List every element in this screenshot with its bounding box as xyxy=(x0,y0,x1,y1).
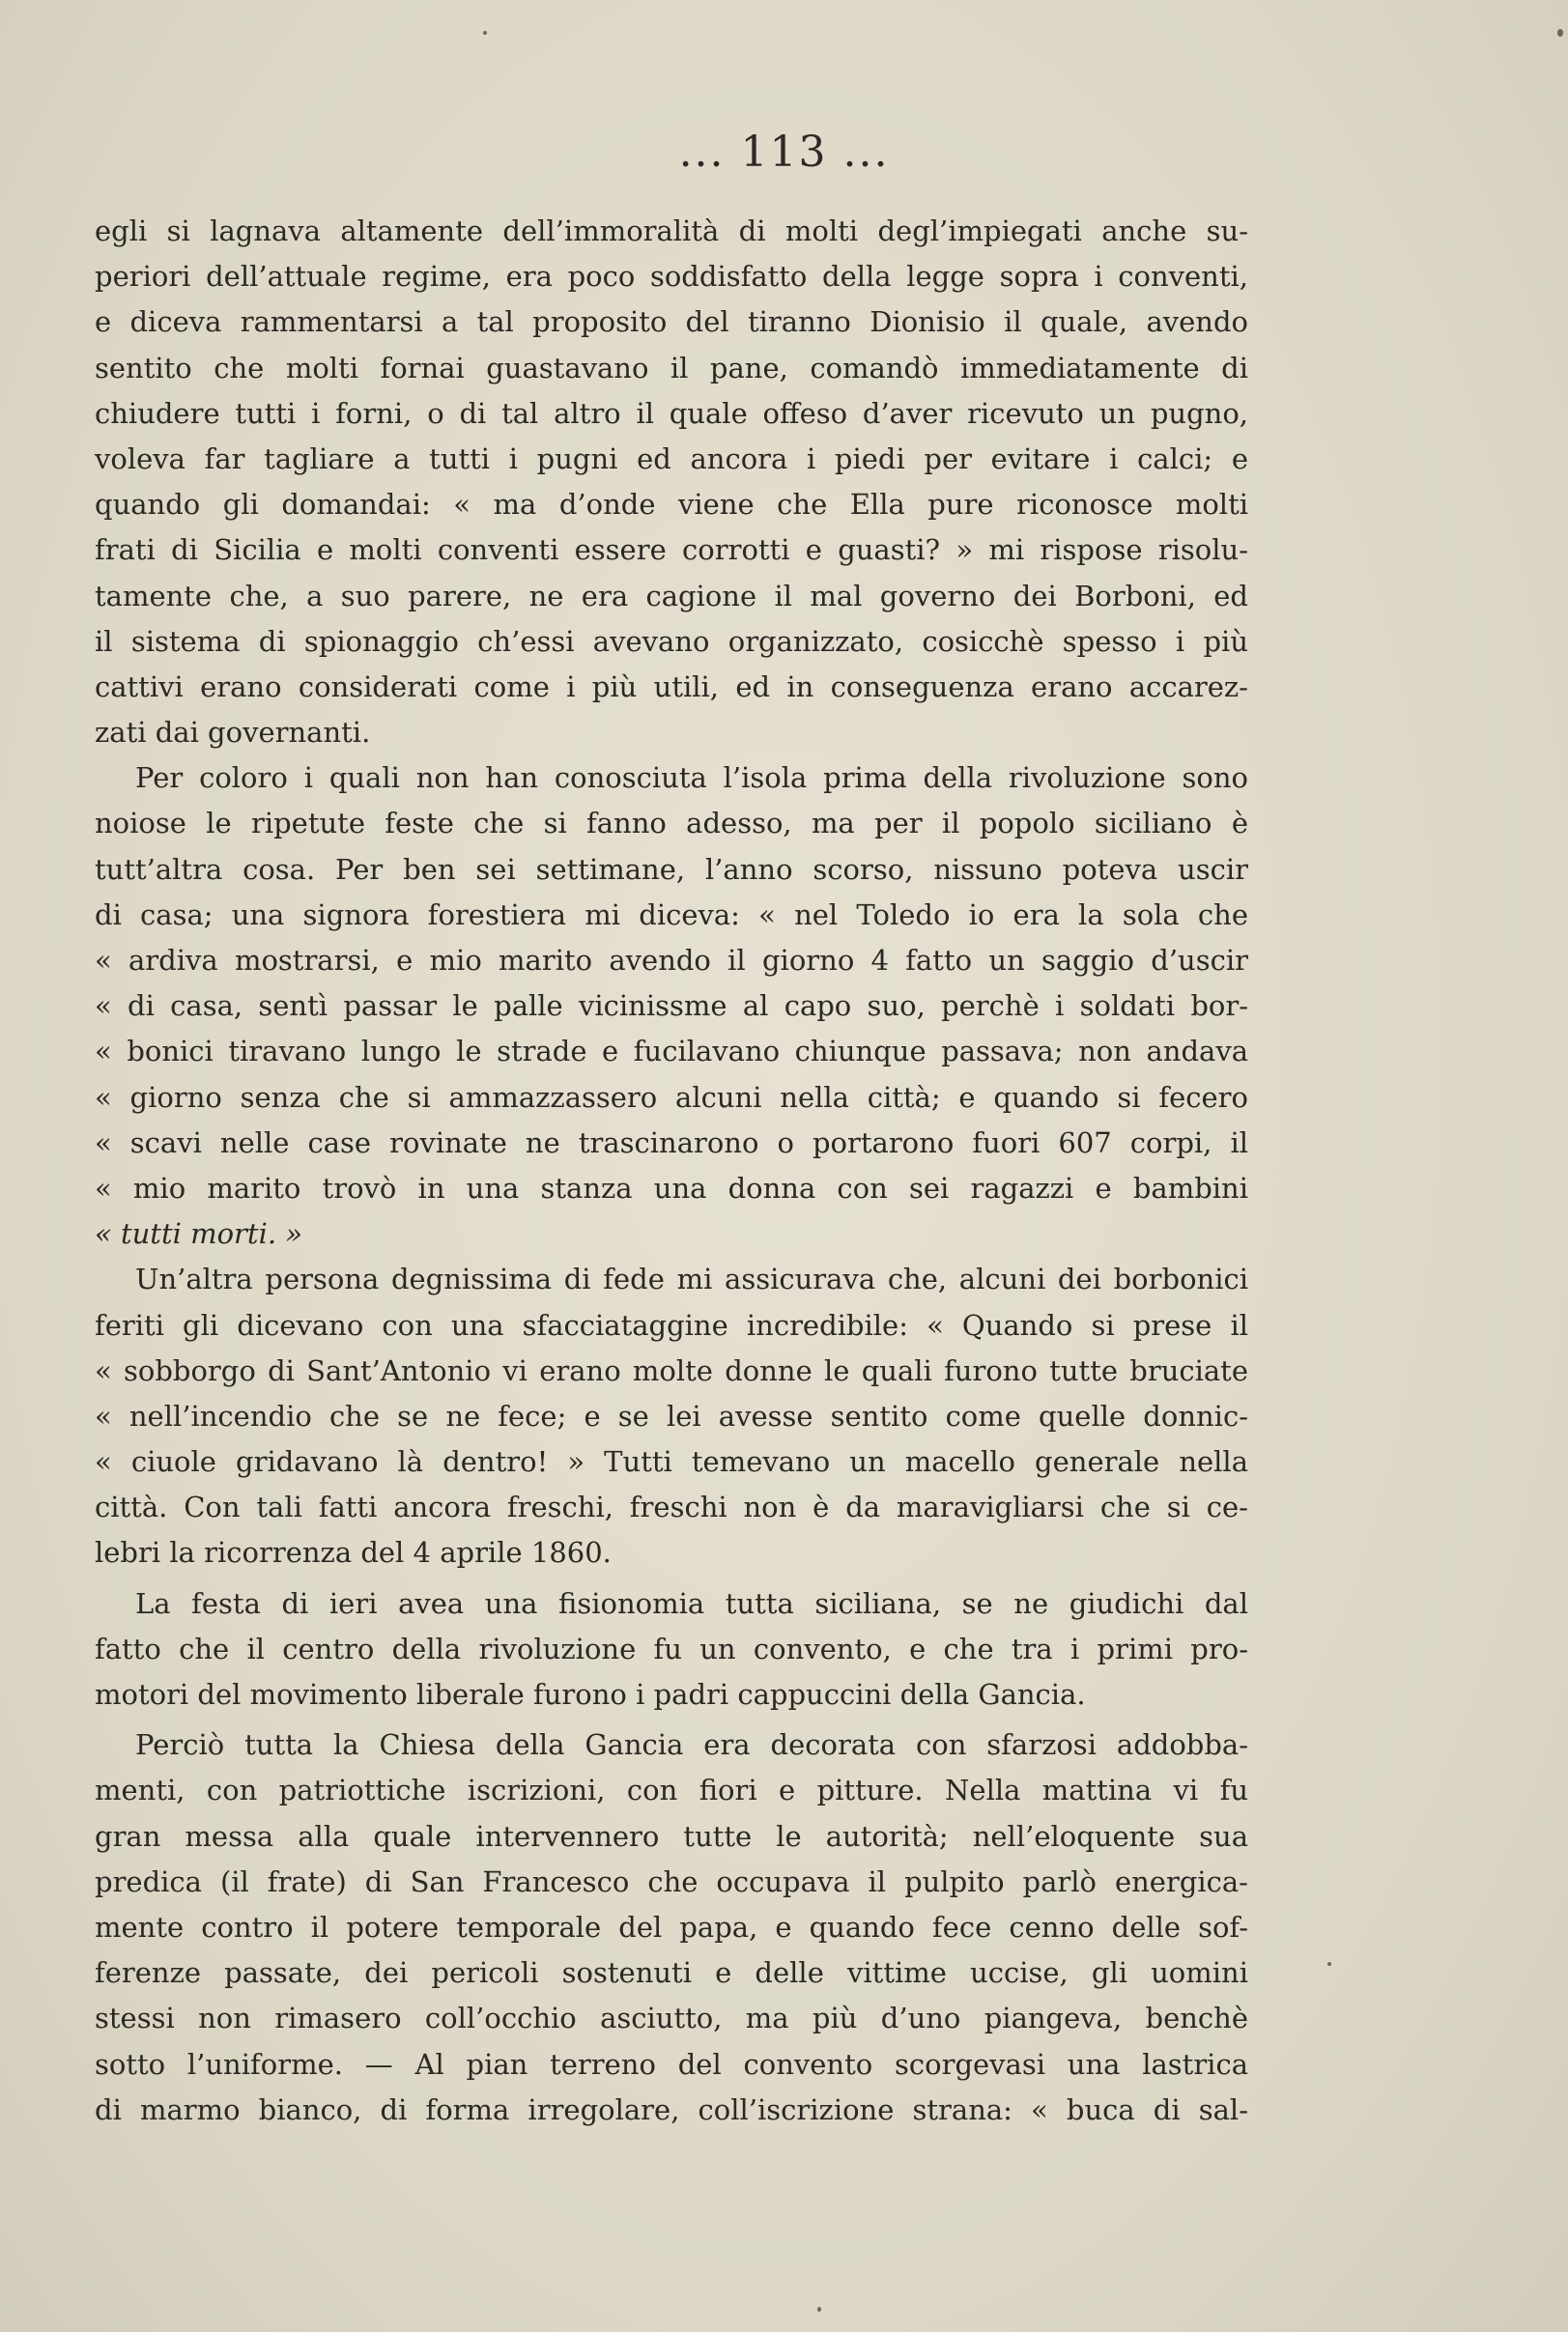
text-line: periori dell’attuale regime, era poco soddisfatto della legge sopra i conventi, xyxy=(95,260,1248,294)
text-line: ferenze passate, dei pericoli sostenuti e delle vittime uccise, gli uomini xyxy=(95,1956,1248,1990)
text-line: motori del movimento liberale furono i padri cappuccini della Gancia. xyxy=(95,1678,1086,1711)
text-line: tamente che, a suo parere, ne era cagione il mal governo dei Borboni, ed xyxy=(95,579,1248,612)
italic-text: « tutti morti. » xyxy=(95,1217,303,1251)
text-line: egli si lagnava altamente dell’immoralità di molti degl’impiegati anche su- xyxy=(95,214,1248,247)
text-line: Perciò tutta la Chiesa della Gancia era decorata con sfarzosi addobba- xyxy=(135,1728,1248,1762)
paper-speck xyxy=(1327,1962,1331,1966)
paper-speck xyxy=(1557,29,1563,37)
text-line: Un’altra persona degnissima di fede mi assicurava che, alcuni dei borbonici xyxy=(135,1263,1248,1296)
text-line: « nell’incendio che se ne fece; e se lei avesse sentito come quelle donnic- xyxy=(95,1399,1248,1433)
text-line: noiose le ripetute feste che si fanno adesso, ma per il popolo siciliano è xyxy=(95,807,1248,840)
text-line: « ardiva mostrarsi, e mio marito avendo il giorno 4 fatto un saggio d’uscir xyxy=(95,944,1248,977)
text-line: lebri la ricorrenza del 4 aprile 1860. xyxy=(95,1536,612,1570)
text-line: chiudere tutti i forni, o di tal altro il quale offeso d’aver ricevuto un pugno, xyxy=(95,396,1248,430)
text-line: « mio marito trovò in una stanza una donna con sei ragazzi e bambini xyxy=(95,1171,1248,1205)
text-line: città. Con tali fatti ancora freschi, freschi non è da maravigliarsi che si ce- xyxy=(95,1491,1248,1524)
text-line: sotto l’uniforme. — Al pian terreno del convento scorgevasi una lastrica xyxy=(95,2047,1248,2081)
text-line: mente contro il potere temporale del papa, e quando fece cenno delle sof- xyxy=(95,1910,1248,1944)
text-line: stessi non rimasero coll’occhio asciutto, ma più d’uno piangeva, benchè xyxy=(95,2002,1248,2035)
text-line: gran messa alla quale intervennero tutte le autorità; nell’eloquente sua xyxy=(95,1819,1248,1853)
text-line: sentito che molti fornai guastavano il pane, comandò immediatamente di xyxy=(95,351,1248,384)
text-line: cattivi erano considerati come i più utili, ed in conseguenza erano accarez- xyxy=(95,669,1248,703)
text-line: tutt’altra cosa. Per ben sei settimane, l’anno scorso, nissuno poteva uscir xyxy=(95,852,1248,886)
text-line xyxy=(95,1211,1248,1257)
text-line: « di casa, sentì passar le palle vicinissme al capo suo, perchè i soldati bor- xyxy=(95,989,1248,1023)
text-line: « sobborgo di Sant’Antonio vi erano molte donne le quali furono tutte bruciate xyxy=(95,1353,1248,1387)
text-line: fatto che il centro della rivoluzione fu un convento, e che tra i primi pro- xyxy=(95,1632,1248,1665)
text-line: di marmo bianco, di forma irregolare, coll’iscrizione strana: « buca di sal- xyxy=(95,2092,1248,2126)
text-line: voleva far tagliare a tutti i pugni ed ancora i piedi per evitare i calci; e xyxy=(95,441,1248,475)
text-line: « scavi nelle case rovinate ne trascinarono o portarono fuori 607 corpi, il xyxy=(95,1125,1248,1159)
paper-speck xyxy=(817,2307,821,2312)
text-line: il sistema di spionaggio ch’essi avevano organizzato, cosicchè spesso i più xyxy=(95,624,1248,658)
text-line: zati dai governanti. xyxy=(95,716,371,750)
text-line: menti, con patriottiche iscrizioni, con fiori e pitture. Nella mattina vi fu xyxy=(95,1774,1248,1807)
text-line: e diceva rammentarsi a tal proposito del tiranno Dionisio il quale, avendo xyxy=(95,305,1248,339)
text-line: « giorno senza che si ammazzassero alcuni nella città; e quando si fecero xyxy=(95,1080,1248,1114)
text-line: di casa; una signora forestiera mi diceva: « nel Toledo io era la sola che xyxy=(95,897,1248,931)
body-text xyxy=(95,209,1248,2133)
text-line: frati di Sicilia e molti conventi essere corrotti e guasti? » mi rispose risolu- xyxy=(95,533,1248,567)
text-line: feriti gli dicevano con una sfacciataggine incredibile: « Quando si prese il xyxy=(95,1308,1248,1342)
text-line: predica (il frate) di San Francesco che occupava il pulpito parlò energica- xyxy=(95,1864,1248,1898)
text-line: quando gli domandai: « ma d’onde viene che Ella pure riconosce molti xyxy=(95,488,1248,522)
page-number: ... 113 ... xyxy=(678,128,890,177)
text-line: « bonici tiravano lungo le strade e fucilavano chiunque passava; non andava xyxy=(95,1035,1248,1068)
paper-speck xyxy=(483,31,487,35)
text-line: Per coloro i quali non han conosciuta l’isola prima della rivoluzione sono xyxy=(135,761,1248,795)
text-line: « ciuole gridavano là dentro! » Tutti temevano un macello generale nella xyxy=(95,1445,1248,1479)
text-line: La festa di ieri avea una fisionomia tutta siciliana, se ne giudichi dal xyxy=(135,1586,1248,1620)
